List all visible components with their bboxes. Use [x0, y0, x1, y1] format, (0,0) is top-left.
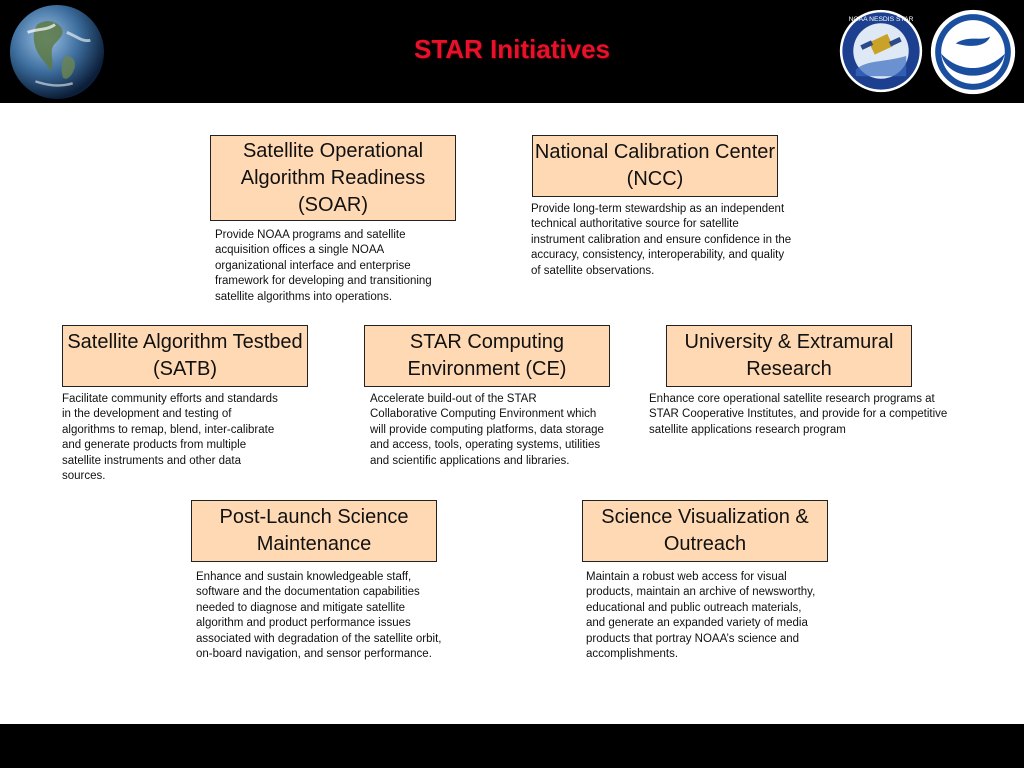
star-seal-text: NOAA NESDIS STAR: [848, 15, 914, 23]
initiative-title: Satellite Operational Algorithm Readiness (SOAR): [240, 139, 426, 216]
noaa-text: NOAA: [954, 50, 992, 66]
initiative-description-university: Enhance core operational satellite research programs at STAR Cooperative Institutes, and provide for a competitive satellite applications research program: [649, 393, 948, 436]
initiative-box-ce: [364, 325, 610, 387]
noaa-logo-icon: [930, 9, 1016, 95]
initiative-description-ce: Accelerate build-out of the STAR Collaborative Computing Environment which will provide computing platforms, data storage and access, tools, operating systems, utilities and scientific applications and libraries.: [370, 393, 604, 467]
initiative-box-satb: [62, 325, 308, 387]
initiative-box-university: [666, 325, 912, 387]
initiative-description-satb: Facilitate community efforts and standards in the development and testing of algorithms to remap, blend, inter-calibrate and generate products from multiple satellite instruments and other data sources.: [62, 393, 278, 483]
initiative-box-ncc: [532, 135, 778, 197]
initiative-box-post-launch: [191, 500, 437, 562]
noaa-nesdis-star-seal-icon: [839, 9, 923, 93]
initiative-title: National Calibration Center (NCC): [534, 141, 776, 190]
slide-title: STAR Initiatives: [413, 34, 610, 64]
initiative-title: Satellite Algorithm Testbed (SATB): [67, 331, 303, 380]
initiative-title: Science Visualization & Outreach: [601, 506, 809, 555]
initiative-description-visualization: Maintain a robust web access for visual products, maintain an archive of newsworthy, educational and public outreach materials, and generate an expanded variety of media products that portray NOAA’s science and accomplishments.: [586, 571, 816, 661]
initiative-description-post-launch: Enhance and sustain knowledgeable staff, software and the documentation capabilities needed to diagnose and mitigate satellite algorithm and product performance issues associated with degradation of the satellite orbit, on-board navigation, and sensor performance.: [196, 571, 442, 661]
initiative-box-soar: [210, 135, 456, 221]
initiative-title: STAR Computing Environment (CE): [407, 331, 567, 380]
initiative-description-ncc: Provide long-term stewardship as an independent technical authoritative source for satellite instrument calibration and ensure confidence in the accuracy, consistency, interoperability, and quality of satellite observations.: [531, 203, 792, 277]
initiative-title: University & Extramural Research: [684, 331, 894, 380]
footer-bar: [0, 724, 1024, 768]
initiative-title: Post-Launch Science Maintenance: [219, 506, 409, 555]
initiative-box-visualization: [582, 500, 828, 562]
initiative-description-soar: Provide NOAA programs and satellite acquisition offices a single NOAA organizational interface and enterprise framework for developing and transitioning satellite algorithms into operations.: [215, 229, 432, 303]
